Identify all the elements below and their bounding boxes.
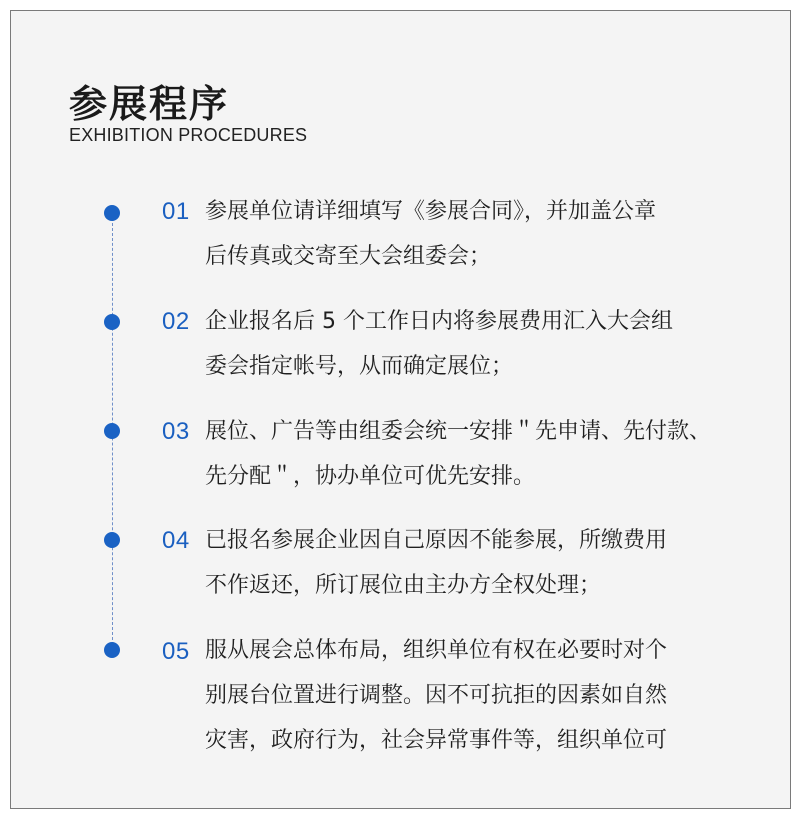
step-text — [205, 189, 745, 279]
procedures-panel — [10, 10, 791, 809]
step-number: 02 — [162, 308, 190, 335]
step-text-line: 企业报名后 5 个工作日内将参展费用汇入大会组 — [205, 309, 673, 334]
step-text-line: 参展单位请详细填写《参展合同》，并加盖公章 — [205, 199, 657, 224]
step-text-line: 灾害，政府行为，社会异常事件等，组织单位可 — [205, 728, 668, 753]
step-text-line: 后传真或交寄至大会组委会； — [205, 244, 492, 269]
step-text-line: 服从展会总体布局，组织单位有权在必要时对个 — [205, 638, 668, 663]
step-text-line: 先分配＂，协办单位可优先安排。 — [205, 464, 536, 489]
step-text — [205, 628, 745, 763]
step-text — [205, 299, 745, 389]
step-number: 03 — [162, 418, 190, 445]
step-dot-icon — [104, 205, 120, 221]
step-text-line: 已报名参展企业因自己原因不能参展，所缴费用 — [205, 528, 668, 553]
step-text — [205, 409, 745, 499]
step-text-line: 不作返还，所订展位由主办方全权处理； — [205, 573, 602, 598]
step-number: 01 — [162, 198, 190, 225]
step-text-line: 委会指定帐号，从而确定展位； — [205, 354, 514, 379]
step-text — [205, 518, 745, 608]
step-dot-icon — [104, 532, 120, 548]
step-dot-icon — [104, 642, 120, 658]
step-number: 05 — [162, 638, 190, 665]
step-text-line: 展位、广告等由组委会统一安排＂先申请、先付款、 — [205, 419, 712, 444]
page-title: 参展程序 — [69, 82, 230, 126]
step-dot-icon — [104, 423, 120, 439]
step-number: 04 — [162, 527, 190, 554]
step-dot-icon — [104, 314, 120, 330]
step-text-line: 别展台位置进行调整。因不可抗拒的因素如自然 — [205, 683, 668, 708]
page-subtitle: EXHIBITION PROCEDURES — [69, 125, 308, 145]
